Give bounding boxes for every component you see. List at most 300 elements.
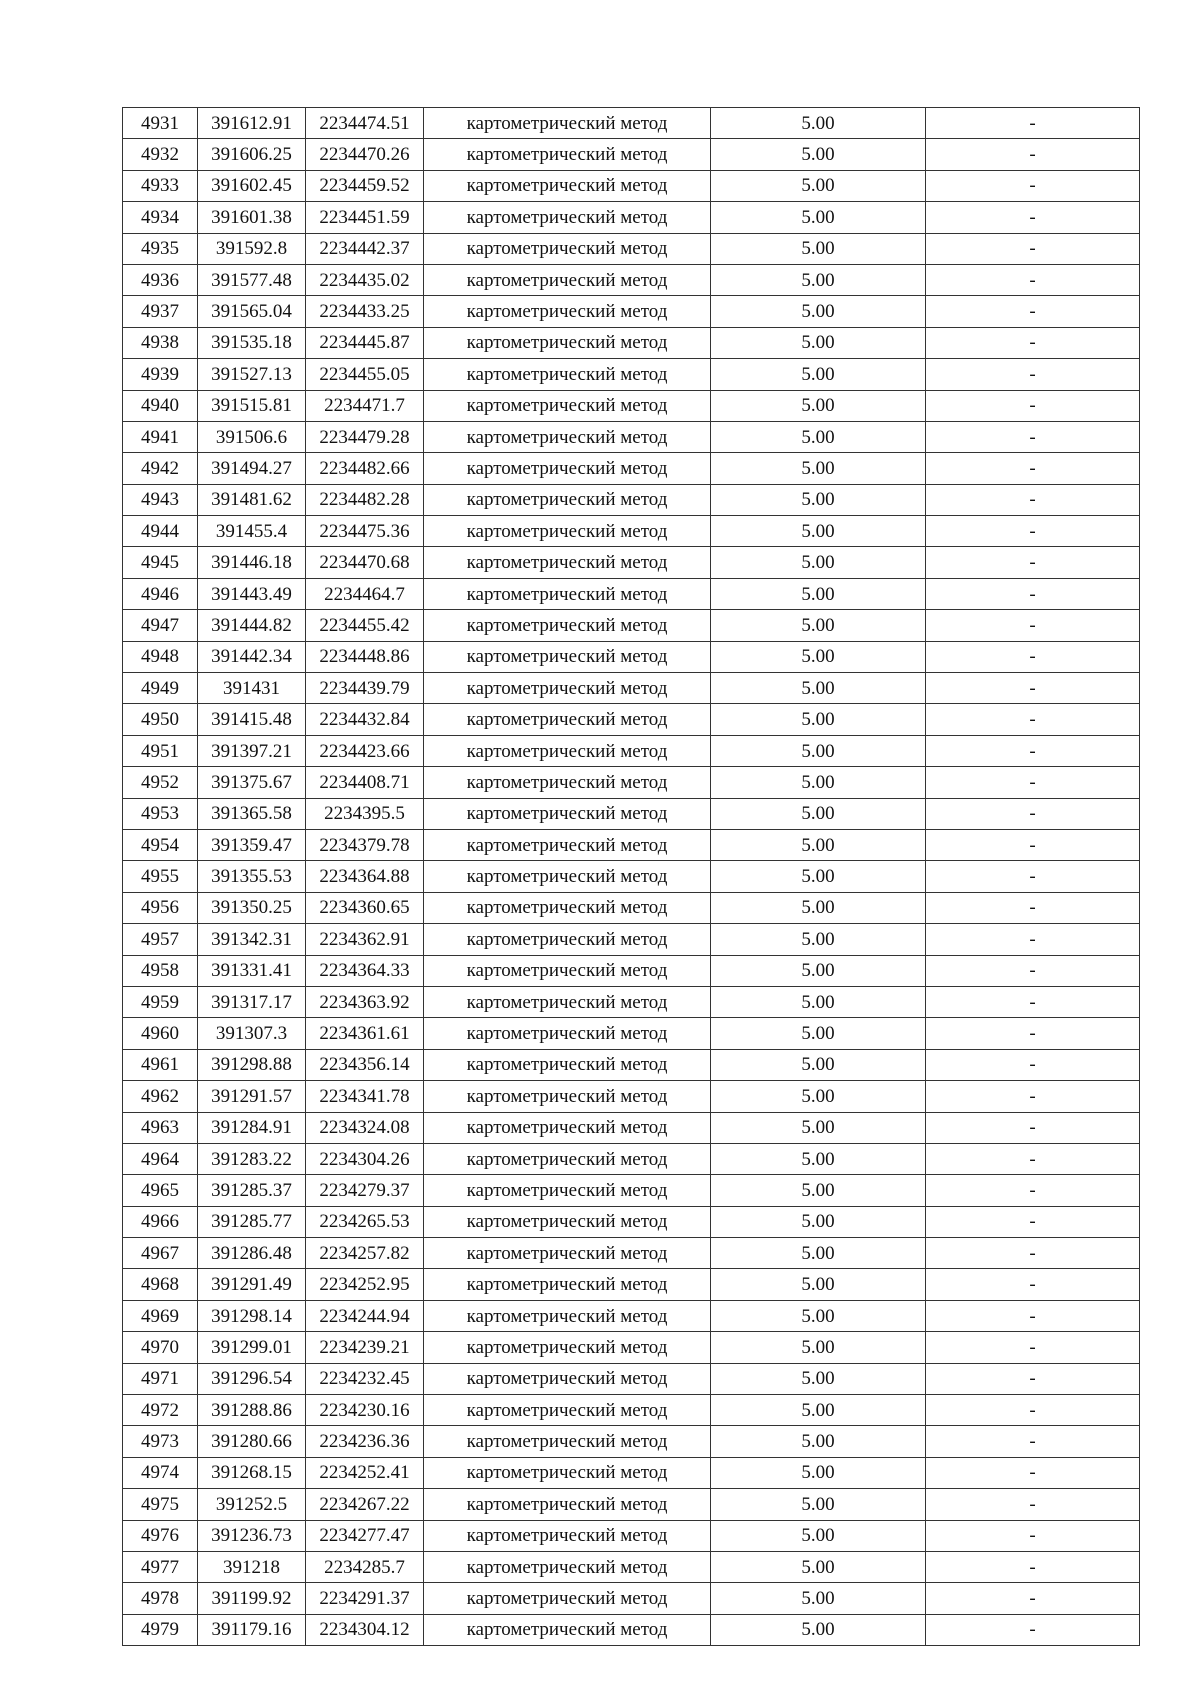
x-coordinate-cell: 391285.37 bbox=[198, 1175, 306, 1206]
x-coordinate-cell: 391359.47 bbox=[198, 829, 306, 860]
description-cell: - bbox=[926, 1049, 1140, 1080]
accuracy-cell: 5.00 bbox=[711, 1018, 926, 1049]
x-coordinate-cell: 391179.16 bbox=[198, 1614, 306, 1645]
table-row bbox=[123, 421, 1140, 452]
description-cell: - bbox=[926, 390, 1140, 421]
point-number-cell: 4977 bbox=[123, 1551, 198, 1582]
accuracy-cell: 5.00 bbox=[711, 1489, 926, 1520]
x-coordinate-cell: 391612.91 bbox=[198, 108, 306, 139]
accuracy-cell: 5.00 bbox=[711, 327, 926, 358]
y-coordinate-cell: 2234475.36 bbox=[306, 516, 424, 547]
description-cell: - bbox=[926, 924, 1140, 955]
x-coordinate-cell: 391283.22 bbox=[198, 1143, 306, 1174]
point-number-cell: 4932 bbox=[123, 139, 198, 170]
method-cell: картометрический метод bbox=[424, 861, 711, 892]
table-row bbox=[123, 1269, 1140, 1300]
x-coordinate-cell: 391602.45 bbox=[198, 170, 306, 201]
method-cell: картометрический метод bbox=[424, 1520, 711, 1551]
point-number-cell: 4947 bbox=[123, 610, 198, 641]
accuracy-cell: 5.00 bbox=[711, 1300, 926, 1331]
table-row bbox=[123, 1081, 1140, 1112]
description-cell: - bbox=[926, 1332, 1140, 1363]
table-row bbox=[123, 233, 1140, 264]
description-cell: - bbox=[926, 453, 1140, 484]
x-coordinate-cell: 391298.14 bbox=[198, 1300, 306, 1331]
y-coordinate-cell: 2234252.41 bbox=[306, 1457, 424, 1488]
table-row bbox=[123, 861, 1140, 892]
accuracy-cell: 5.00 bbox=[711, 1363, 926, 1394]
point-number-cell: 4970 bbox=[123, 1332, 198, 1363]
y-coordinate-cell: 2234236.36 bbox=[306, 1426, 424, 1457]
method-cell: картометрический метод bbox=[424, 1395, 711, 1426]
y-coordinate-cell: 2234455.42 bbox=[306, 610, 424, 641]
coordinates-table bbox=[122, 107, 1140, 1646]
table-row bbox=[123, 516, 1140, 547]
y-coordinate-cell: 2234232.45 bbox=[306, 1363, 424, 1394]
table-row bbox=[123, 955, 1140, 986]
x-coordinate-cell: 391606.25 bbox=[198, 139, 306, 170]
method-cell: картометрический метод bbox=[424, 516, 711, 547]
table-row bbox=[123, 1583, 1140, 1614]
method-cell: картометрический метод bbox=[424, 1238, 711, 1269]
x-coordinate-cell: 391296.54 bbox=[198, 1363, 306, 1394]
point-number-cell: 4938 bbox=[123, 327, 198, 358]
accuracy-cell: 5.00 bbox=[711, 202, 926, 233]
point-number-cell: 4960 bbox=[123, 1018, 198, 1049]
table-row bbox=[123, 1551, 1140, 1582]
method-cell: картометрический метод bbox=[424, 1363, 711, 1394]
y-coordinate-cell: 2234474.51 bbox=[306, 108, 424, 139]
method-cell: картометрический метод bbox=[424, 829, 711, 860]
x-coordinate-cell: 391286.48 bbox=[198, 1238, 306, 1269]
x-coordinate-cell: 391298.88 bbox=[198, 1049, 306, 1080]
table-row bbox=[123, 767, 1140, 798]
y-coordinate-cell: 2234341.78 bbox=[306, 1081, 424, 1112]
point-number-cell: 4957 bbox=[123, 924, 198, 955]
y-coordinate-cell: 2234479.28 bbox=[306, 421, 424, 452]
x-coordinate-cell: 391415.48 bbox=[198, 704, 306, 735]
y-coordinate-cell: 2234267.22 bbox=[306, 1489, 424, 1520]
method-cell: картометрический метод bbox=[424, 1049, 711, 1080]
description-cell: - bbox=[926, 704, 1140, 735]
method-cell: картометрический метод bbox=[424, 1143, 711, 1174]
method-cell: картометрический метод bbox=[424, 735, 711, 766]
x-coordinate-cell: 391494.27 bbox=[198, 453, 306, 484]
point-number-cell: 4969 bbox=[123, 1300, 198, 1331]
method-cell: картометрический метод bbox=[424, 955, 711, 986]
y-coordinate-cell: 2234363.92 bbox=[306, 986, 424, 1017]
y-coordinate-cell: 2234291.37 bbox=[306, 1583, 424, 1614]
x-coordinate-cell: 391252.5 bbox=[198, 1489, 306, 1520]
y-coordinate-cell: 2234395.5 bbox=[306, 798, 424, 829]
coordinates-table-body bbox=[123, 108, 1140, 1646]
table-row bbox=[123, 1332, 1140, 1363]
accuracy-cell: 5.00 bbox=[711, 1395, 926, 1426]
y-coordinate-cell: 2234435.02 bbox=[306, 264, 424, 295]
description-cell: - bbox=[926, 1112, 1140, 1143]
y-coordinate-cell: 2234445.87 bbox=[306, 327, 424, 358]
accuracy-cell: 5.00 bbox=[711, 1175, 926, 1206]
accuracy-cell: 5.00 bbox=[711, 484, 926, 515]
table-row bbox=[123, 829, 1140, 860]
y-coordinate-cell: 2234356.14 bbox=[306, 1049, 424, 1080]
y-coordinate-cell: 2234257.82 bbox=[306, 1238, 424, 1269]
method-cell: картометрический метод bbox=[424, 1018, 711, 1049]
method-cell: картометрический метод bbox=[424, 610, 711, 641]
x-coordinate-cell: 391291.49 bbox=[198, 1269, 306, 1300]
x-coordinate-cell: 391307.3 bbox=[198, 1018, 306, 1049]
point-number-cell: 4936 bbox=[123, 264, 198, 295]
y-coordinate-cell: 2234439.79 bbox=[306, 673, 424, 704]
description-cell: - bbox=[926, 484, 1140, 515]
x-coordinate-cell: 391515.81 bbox=[198, 390, 306, 421]
accuracy-cell: 5.00 bbox=[711, 453, 926, 484]
description-cell: - bbox=[926, 986, 1140, 1017]
table-row bbox=[123, 202, 1140, 233]
accuracy-cell: 5.00 bbox=[711, 359, 926, 390]
method-cell: картометрический метод bbox=[424, 202, 711, 233]
table-row bbox=[123, 170, 1140, 201]
method-cell: картометрический метод bbox=[424, 1269, 711, 1300]
table-row bbox=[123, 547, 1140, 578]
y-coordinate-cell: 2234471.7 bbox=[306, 390, 424, 421]
x-coordinate-cell: 391455.4 bbox=[198, 516, 306, 547]
x-coordinate-cell: 391431 bbox=[198, 673, 306, 704]
description-cell: - bbox=[926, 139, 1140, 170]
table-row bbox=[123, 1206, 1140, 1237]
point-number-cell: 4963 bbox=[123, 1112, 198, 1143]
y-coordinate-cell: 2234459.52 bbox=[306, 170, 424, 201]
method-cell: картометрический метод bbox=[424, 390, 711, 421]
accuracy-cell: 5.00 bbox=[711, 798, 926, 829]
y-coordinate-cell: 2234442.37 bbox=[306, 233, 424, 264]
point-number-cell: 4975 bbox=[123, 1489, 198, 1520]
accuracy-cell: 5.00 bbox=[711, 641, 926, 672]
y-coordinate-cell: 2234455.05 bbox=[306, 359, 424, 390]
y-coordinate-cell: 2234433.25 bbox=[306, 296, 424, 327]
accuracy-cell: 5.00 bbox=[711, 547, 926, 578]
description-cell: - bbox=[926, 798, 1140, 829]
description-cell: - bbox=[926, 296, 1140, 327]
point-number-cell: 4962 bbox=[123, 1081, 198, 1112]
table-row bbox=[123, 924, 1140, 955]
point-number-cell: 4966 bbox=[123, 1206, 198, 1237]
accuracy-cell: 5.00 bbox=[711, 924, 926, 955]
method-cell: картометрический метод bbox=[424, 547, 711, 578]
description-cell: - bbox=[926, 1489, 1140, 1520]
table-row bbox=[123, 296, 1140, 327]
description-cell: - bbox=[926, 1583, 1140, 1614]
description-cell: - bbox=[926, 892, 1140, 923]
x-coordinate-cell: 391288.86 bbox=[198, 1395, 306, 1426]
y-coordinate-cell: 2234470.26 bbox=[306, 139, 424, 170]
table-row bbox=[123, 484, 1140, 515]
point-number-cell: 4954 bbox=[123, 829, 198, 860]
point-number-cell: 4941 bbox=[123, 421, 198, 452]
description-cell: - bbox=[926, 1081, 1140, 1112]
x-coordinate-cell: 391199.92 bbox=[198, 1583, 306, 1614]
accuracy-cell: 5.00 bbox=[711, 1551, 926, 1582]
y-coordinate-cell: 2234244.94 bbox=[306, 1300, 424, 1331]
y-coordinate-cell: 2234482.28 bbox=[306, 484, 424, 515]
method-cell: картометрический метод bbox=[424, 673, 711, 704]
x-coordinate-cell: 391577.48 bbox=[198, 264, 306, 295]
point-number-cell: 4979 bbox=[123, 1614, 198, 1645]
description-cell: - bbox=[926, 1143, 1140, 1174]
x-coordinate-cell: 391285.77 bbox=[198, 1206, 306, 1237]
accuracy-cell: 5.00 bbox=[711, 1426, 926, 1457]
point-number-cell: 4942 bbox=[123, 453, 198, 484]
y-coordinate-cell: 2234451.59 bbox=[306, 202, 424, 233]
y-coordinate-cell: 2234252.95 bbox=[306, 1269, 424, 1300]
description-cell: - bbox=[926, 1551, 1140, 1582]
point-number-cell: 4934 bbox=[123, 202, 198, 233]
x-coordinate-cell: 391442.34 bbox=[198, 641, 306, 672]
point-number-cell: 4978 bbox=[123, 1583, 198, 1614]
accuracy-cell: 5.00 bbox=[711, 1143, 926, 1174]
description-cell: - bbox=[926, 421, 1140, 452]
description-cell: - bbox=[926, 1395, 1140, 1426]
accuracy-cell: 5.00 bbox=[711, 1583, 926, 1614]
description-cell: - bbox=[926, 1018, 1140, 1049]
x-coordinate-cell: 391506.6 bbox=[198, 421, 306, 452]
y-coordinate-cell: 2234364.88 bbox=[306, 861, 424, 892]
point-number-cell: 4950 bbox=[123, 704, 198, 735]
y-coordinate-cell: 2234304.12 bbox=[306, 1614, 424, 1645]
table-row bbox=[123, 1395, 1140, 1426]
method-cell: картометрический метод bbox=[424, 1551, 711, 1582]
description-cell: - bbox=[926, 1269, 1140, 1300]
accuracy-cell: 5.00 bbox=[711, 516, 926, 547]
table-row bbox=[123, 108, 1140, 139]
point-number-cell: 4961 bbox=[123, 1049, 198, 1080]
x-coordinate-cell: 391355.53 bbox=[198, 861, 306, 892]
description-cell: - bbox=[926, 1363, 1140, 1394]
point-number-cell: 4968 bbox=[123, 1269, 198, 1300]
accuracy-cell: 5.00 bbox=[711, 610, 926, 641]
point-number-cell: 4943 bbox=[123, 484, 198, 515]
point-number-cell: 4965 bbox=[123, 1175, 198, 1206]
table-row bbox=[123, 892, 1140, 923]
point-number-cell: 4967 bbox=[123, 1238, 198, 1269]
method-cell: картометрический метод bbox=[424, 1300, 711, 1331]
description-cell: - bbox=[926, 327, 1140, 358]
accuracy-cell: 5.00 bbox=[711, 390, 926, 421]
table-row bbox=[123, 798, 1140, 829]
method-cell: картометрический метод bbox=[424, 453, 711, 484]
point-number-cell: 4949 bbox=[123, 673, 198, 704]
table-row bbox=[123, 578, 1140, 609]
y-coordinate-cell: 2234423.66 bbox=[306, 735, 424, 766]
description-cell: - bbox=[926, 516, 1140, 547]
x-coordinate-cell: 391527.13 bbox=[198, 359, 306, 390]
x-coordinate-cell: 391446.18 bbox=[198, 547, 306, 578]
table-row bbox=[123, 986, 1140, 1017]
method-cell: картометрический метод bbox=[424, 892, 711, 923]
accuracy-cell: 5.00 bbox=[711, 264, 926, 295]
table-row bbox=[123, 735, 1140, 766]
y-coordinate-cell: 2234360.65 bbox=[306, 892, 424, 923]
accuracy-cell: 5.00 bbox=[711, 673, 926, 704]
x-coordinate-cell: 391218 bbox=[198, 1551, 306, 1582]
point-number-cell: 4933 bbox=[123, 170, 198, 201]
method-cell: картометрический метод bbox=[424, 924, 711, 955]
method-cell: картометрический метод bbox=[424, 108, 711, 139]
accuracy-cell: 5.00 bbox=[711, 233, 926, 264]
description-cell: - bbox=[926, 1300, 1140, 1331]
description-cell: - bbox=[926, 1206, 1140, 1237]
method-cell: картометрический метод bbox=[424, 1206, 711, 1237]
x-coordinate-cell: 391350.25 bbox=[198, 892, 306, 923]
point-number-cell: 4955 bbox=[123, 861, 198, 892]
accuracy-cell: 5.00 bbox=[711, 986, 926, 1017]
description-cell: - bbox=[926, 264, 1140, 295]
description-cell: - bbox=[926, 359, 1140, 390]
table-row bbox=[123, 673, 1140, 704]
method-cell: картометрический метод bbox=[424, 767, 711, 798]
accuracy-cell: 5.00 bbox=[711, 892, 926, 923]
point-number-cell: 4972 bbox=[123, 1395, 198, 1426]
accuracy-cell: 5.00 bbox=[711, 1520, 926, 1551]
method-cell: картометрический метод bbox=[424, 641, 711, 672]
x-coordinate-cell: 391481.62 bbox=[198, 484, 306, 515]
method-cell: картометрический метод bbox=[424, 1081, 711, 1112]
method-cell: картометрический метод bbox=[424, 1614, 711, 1645]
y-coordinate-cell: 2234362.91 bbox=[306, 924, 424, 955]
table-row bbox=[123, 1614, 1140, 1645]
description-cell: - bbox=[926, 233, 1140, 264]
table-row bbox=[123, 1049, 1140, 1080]
y-coordinate-cell: 2234265.53 bbox=[306, 1206, 424, 1237]
description-cell: - bbox=[926, 547, 1140, 578]
description-cell: - bbox=[926, 829, 1140, 860]
table-row bbox=[123, 1300, 1140, 1331]
table-row bbox=[123, 641, 1140, 672]
table-row bbox=[123, 1112, 1140, 1143]
description-cell: - bbox=[926, 1520, 1140, 1551]
method-cell: картометрический метод bbox=[424, 233, 711, 264]
accuracy-cell: 5.00 bbox=[711, 955, 926, 986]
table-row bbox=[123, 453, 1140, 484]
description-cell: - bbox=[926, 955, 1140, 986]
x-coordinate-cell: 391397.21 bbox=[198, 735, 306, 766]
x-coordinate-cell: 391365.58 bbox=[198, 798, 306, 829]
y-coordinate-cell: 2234304.26 bbox=[306, 1143, 424, 1174]
accuracy-cell: 5.00 bbox=[711, 421, 926, 452]
method-cell: картометрический метод bbox=[424, 1332, 711, 1363]
point-number-cell: 4945 bbox=[123, 547, 198, 578]
method-cell: картометрический метод bbox=[424, 798, 711, 829]
method-cell: картометрический метод bbox=[424, 1175, 711, 1206]
accuracy-cell: 5.00 bbox=[711, 1081, 926, 1112]
y-coordinate-cell: 2234379.78 bbox=[306, 829, 424, 860]
description-cell: - bbox=[926, 108, 1140, 139]
table-row bbox=[123, 327, 1140, 358]
point-number-cell: 4940 bbox=[123, 390, 198, 421]
method-cell: картометрический метод bbox=[424, 264, 711, 295]
table-row bbox=[123, 1457, 1140, 1488]
accuracy-cell: 5.00 bbox=[711, 767, 926, 798]
accuracy-cell: 5.00 bbox=[711, 578, 926, 609]
y-coordinate-cell: 2234470.68 bbox=[306, 547, 424, 578]
y-coordinate-cell: 2234448.86 bbox=[306, 641, 424, 672]
table-row bbox=[123, 264, 1140, 295]
description-cell: - bbox=[926, 641, 1140, 672]
y-coordinate-cell: 2234277.47 bbox=[306, 1520, 424, 1551]
y-coordinate-cell: 2234324.08 bbox=[306, 1112, 424, 1143]
table-row bbox=[123, 1143, 1140, 1174]
y-coordinate-cell: 2234239.21 bbox=[306, 1332, 424, 1363]
point-number-cell: 4944 bbox=[123, 516, 198, 547]
description-cell: - bbox=[926, 578, 1140, 609]
x-coordinate-cell: 391299.01 bbox=[198, 1332, 306, 1363]
method-cell: картометрический метод bbox=[424, 704, 711, 735]
table-row bbox=[123, 139, 1140, 170]
accuracy-cell: 5.00 bbox=[711, 861, 926, 892]
method-cell: картометрический метод bbox=[424, 327, 711, 358]
point-number-cell: 4931 bbox=[123, 108, 198, 139]
description-cell: - bbox=[926, 673, 1140, 704]
accuracy-cell: 5.00 bbox=[711, 1206, 926, 1237]
accuracy-cell: 5.00 bbox=[711, 1238, 926, 1269]
method-cell: картометрический метод bbox=[424, 359, 711, 390]
accuracy-cell: 5.00 bbox=[711, 108, 926, 139]
x-coordinate-cell: 391444.82 bbox=[198, 610, 306, 641]
method-cell: картометрический метод bbox=[424, 1426, 711, 1457]
y-coordinate-cell: 2234279.37 bbox=[306, 1175, 424, 1206]
point-number-cell: 4953 bbox=[123, 798, 198, 829]
point-number-cell: 4937 bbox=[123, 296, 198, 327]
x-coordinate-cell: 391331.41 bbox=[198, 955, 306, 986]
point-number-cell: 4952 bbox=[123, 767, 198, 798]
point-number-cell: 4939 bbox=[123, 359, 198, 390]
accuracy-cell: 5.00 bbox=[711, 1457, 926, 1488]
method-cell: картометрический метод bbox=[424, 1457, 711, 1488]
point-number-cell: 4948 bbox=[123, 641, 198, 672]
accuracy-cell: 5.00 bbox=[711, 1614, 926, 1645]
x-coordinate-cell: 391535.18 bbox=[198, 327, 306, 358]
point-number-cell: 4971 bbox=[123, 1363, 198, 1394]
y-coordinate-cell: 2234361.61 bbox=[306, 1018, 424, 1049]
description-cell: - bbox=[926, 1614, 1140, 1645]
method-cell: картометрический метод bbox=[424, 1583, 711, 1614]
accuracy-cell: 5.00 bbox=[711, 1269, 926, 1300]
point-number-cell: 4973 bbox=[123, 1426, 198, 1457]
x-coordinate-cell: 391443.49 bbox=[198, 578, 306, 609]
y-coordinate-cell: 2234364.33 bbox=[306, 955, 424, 986]
y-coordinate-cell: 2234230.16 bbox=[306, 1395, 424, 1426]
description-cell: - bbox=[926, 735, 1140, 766]
x-coordinate-cell: 391375.67 bbox=[198, 767, 306, 798]
x-coordinate-cell: 391268.15 bbox=[198, 1457, 306, 1488]
x-coordinate-cell: 391592.8 bbox=[198, 233, 306, 264]
accuracy-cell: 5.00 bbox=[711, 170, 926, 201]
table-row bbox=[123, 704, 1140, 735]
y-coordinate-cell: 2234408.71 bbox=[306, 767, 424, 798]
accuracy-cell: 5.00 bbox=[711, 296, 926, 327]
accuracy-cell: 5.00 bbox=[711, 1112, 926, 1143]
method-cell: картометрический метод bbox=[424, 1489, 711, 1520]
description-cell: - bbox=[926, 767, 1140, 798]
table-row bbox=[123, 1018, 1140, 1049]
table-row bbox=[123, 390, 1140, 421]
description-cell: - bbox=[926, 202, 1140, 233]
point-number-cell: 4935 bbox=[123, 233, 198, 264]
point-number-cell: 4958 bbox=[123, 955, 198, 986]
method-cell: картометрический метод bbox=[424, 139, 711, 170]
x-coordinate-cell: 391291.57 bbox=[198, 1081, 306, 1112]
description-cell: - bbox=[926, 1175, 1140, 1206]
